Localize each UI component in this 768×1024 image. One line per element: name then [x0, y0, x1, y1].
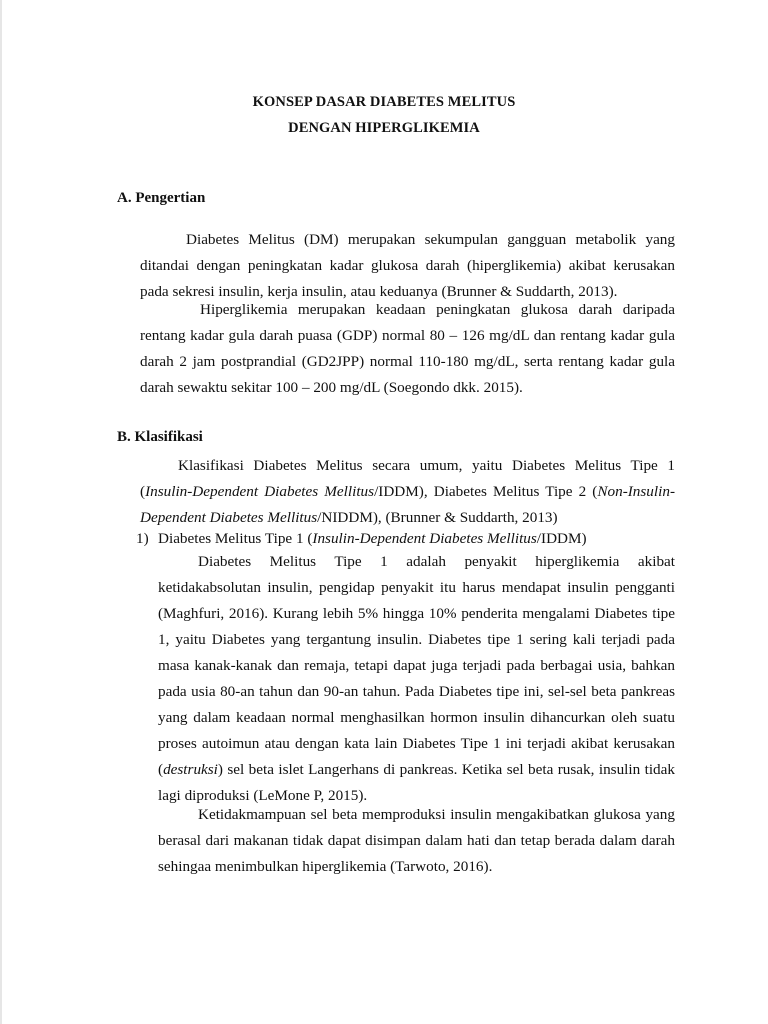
section-a-paragraph-2: Hiperglikemia merupakan keadaan peningkatan glukosa darah daripada rentang kadar gula darah puasa (GDP) normal 80 – 126 mg/dL dan rentang kadar gula darah 2 jam postprandial (GD2JPP) normal 110-180 mg/dL, serta rentang kadar gula darah sewaktu sekitar 100 – 200 mg/dL (Soegondo dkk. 2015). [140, 301, 675, 396]
list-item-1-paragraph-1 [158, 549, 675, 809]
document-title-line1: KONSEP DASAR DIABETES MELITUS [252, 94, 516, 110]
section-a-paragraph-1: Diabetes Melitus (DM) merupakan sekumpulan gangguan metabolik yang ditandai dengan peningkatan kadar glukosa darah (hiperglikemia) akibat kerusakan pada sekresi insulin, kerja insulin, atau keduanya (Brunner & Suddarth, 2013). [140, 231, 675, 300]
list-item-text-1: Diabetes Melitus Tipe 1 ( [158, 530, 313, 547]
list-item-1-paragraph-2: Ketidakmampuan sel beta memproduksi insulin mengakibatkan glukosa yang berasal dari makanan tidak dapat disimpan dalam hati dan tetap berada dalam darah sehingaa menimbulkan hiperglikemia (Tarwoto, 2016). [158, 806, 675, 875]
item1-para1-text-1: Diabetes Melitus Tipe 1 adalah penyakit hiperglikemia akibat ketidakabsolutan insulin, pengidap penyakit itu harus mendapat insulin pengganti (Maghfuri, 2016). Kurang lebih 5% hingga 10% penderita mengalami Diabetes tipe 1, yaitu Diabetes yang tergantung insulin. Diabetes tipe 1 sering kali terjadi pada masa kanak-kanak dan remaja, tetapi dapat juga terjadi pada berbagai usia, bahkan pada usia 80-an tahun dan 90-an tahun. Pada Diabetes tipe ini, sel-sel beta pankreas yang dalam keadaan normal menghasilkan hormon insulin dihancurkan oleh suatu proses autoimun atau dengan kata lain Diabetes Tipe 1 ini terjadi akibat kerusakan ( [158, 553, 675, 778]
document-title-line2: DENGAN HIPERGLIKEMIA [288, 120, 480, 136]
intro-italic-2: Non-Insulin-Dependent Diabetes Mellitus [140, 483, 675, 526]
intro-text-1: Klasifikasi Diabetes Melitus secara umum, yaitu Diabetes Melitus Tipe 1 ( [140, 457, 675, 500]
section-b-heading: B. Klasifikasi [117, 429, 203, 445]
list-item-1-title [136, 530, 587, 548]
section-b-intro [140, 453, 675, 531]
list-item-italic: Insulin-Dependent Diabetes Mellitus [312, 530, 537, 547]
item1-para1-text-2: ) sel beta islet Langerhans di pankreas. Ketika sel beta rusak, insulin tidak lagi diproduksi (LeMone P, 2015). [158, 761, 675, 804]
intro-text-3: /NIDDM), (Brunner & Suddarth, 2013) [317, 509, 558, 526]
page-edge [0, 0, 2, 1024]
intro-text-2: /IDDM), Diabetes Melitus Tipe 2 ( [374, 483, 598, 500]
section-a-heading: A. Pengertian [117, 190, 206, 206]
list-item-number: 1) [136, 530, 149, 547]
list-item-text-2: /IDDM) [536, 530, 587, 547]
item1-para1-italic: destruksi [163, 761, 218, 778]
intro-italic-1: Insulin-Dependent Diabetes Mellitus [145, 483, 375, 500]
